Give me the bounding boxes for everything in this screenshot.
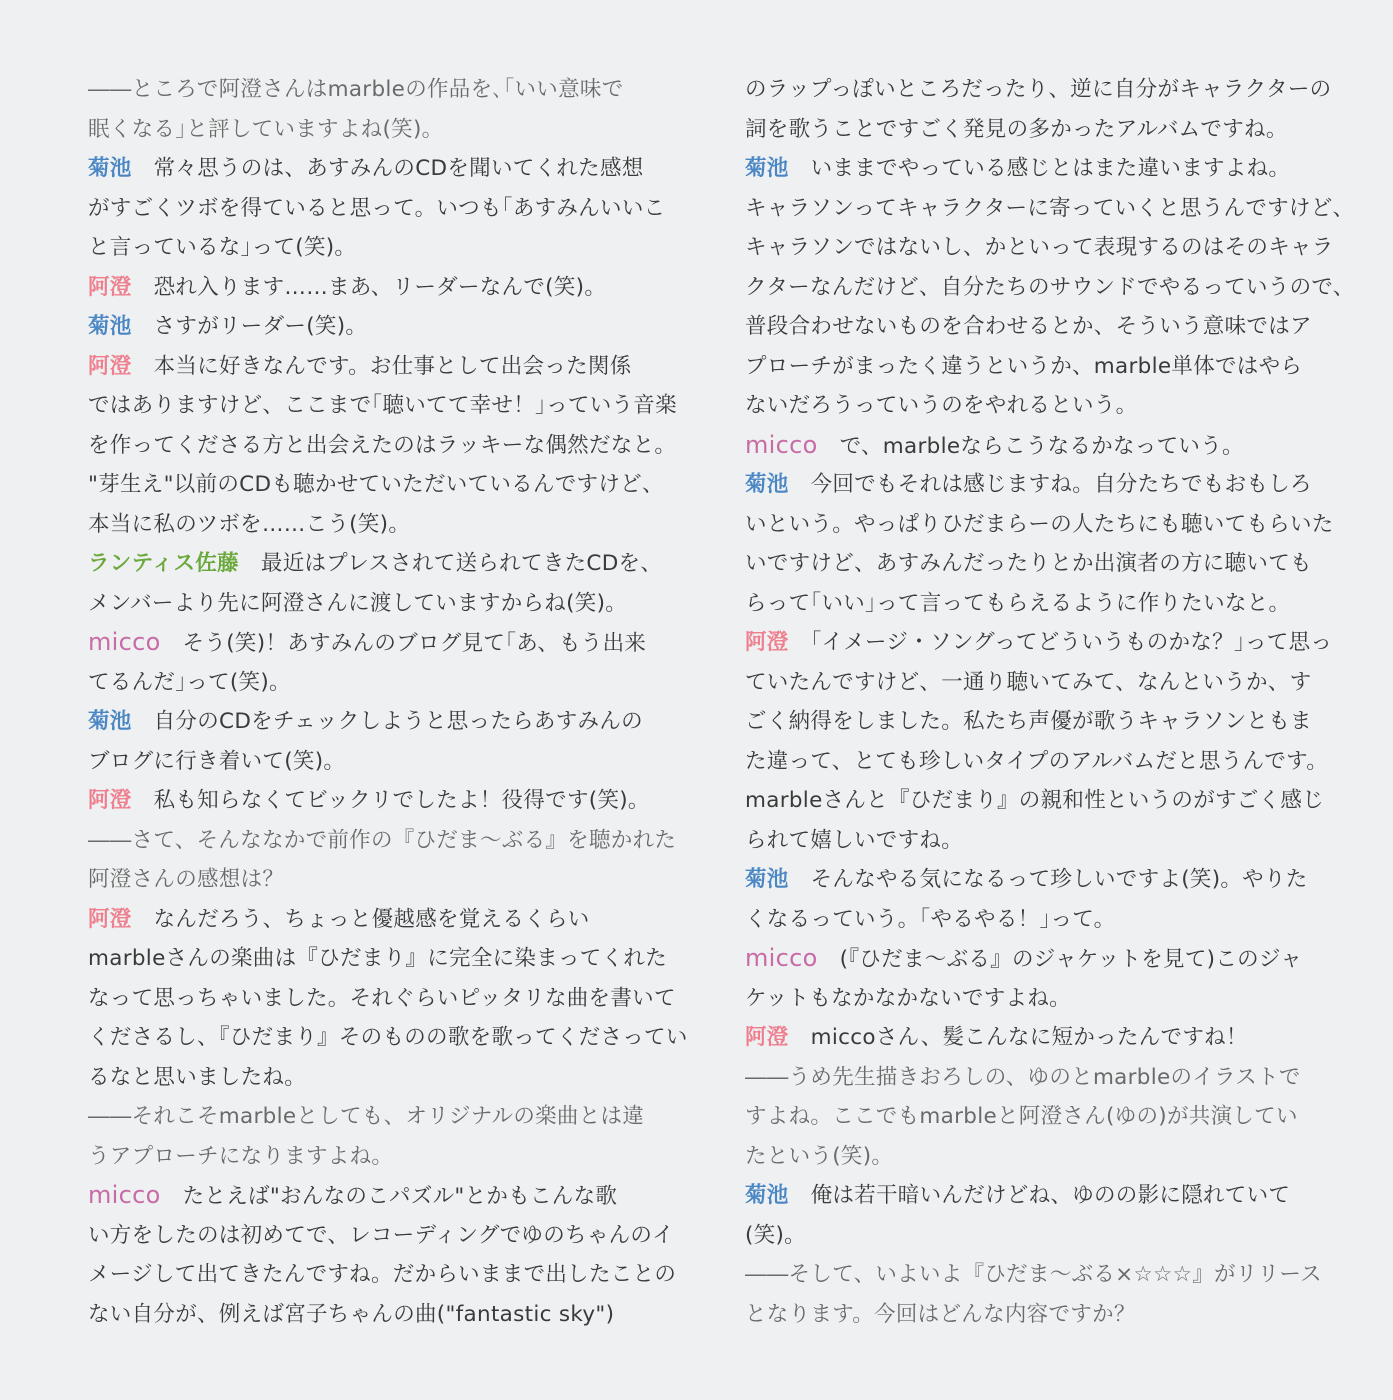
text-line <box>745 742 1345 782</box>
text-line <box>88 228 688 268</box>
speaker-name: micco <box>745 944 818 972</box>
line-text: "芽生え"以前のCDも聴かせていただいているんですけど、 <box>88 472 664 497</box>
text-line <box>88 189 688 229</box>
speaker-name: 菊池 <box>745 1183 789 1208</box>
speaker-line <box>745 860 1345 900</box>
line-text: くなるっていう。｢やるやる！｣って。 <box>745 906 1116 932</box>
speaker-line <box>88 347 688 387</box>
line-text: い方をしたのは初めてで、レコーディングでゆのちゃんのイ <box>88 1222 675 1248</box>
interviewer-line <box>745 1058 1345 1098</box>
speaker-name: 阿澄 <box>88 353 132 379</box>
text-line <box>88 663 688 703</box>
speaker-line <box>88 702 688 742</box>
text-line <box>88 979 688 1019</box>
text-line <box>88 1018 688 1058</box>
text-line <box>745 386 1345 426</box>
line-text: 私も知らなくてビックリでしたよ！役得です(笑)。 <box>153 788 650 813</box>
line-text: ――ところで阿澄さんはmarbleの作品を､｢いい意味で <box>88 77 624 102</box>
line-text: そう(笑)！あすみんのブログ見て｢あ、もう出来 <box>182 631 647 656</box>
speaker-line <box>88 1176 688 1216</box>
line-text: てるんだ｣って(笑)。 <box>88 669 291 695</box>
line-text: ない自分が、例えば宮子ちゃんの曲("fantastic sky") <box>88 1301 615 1327</box>
text-line <box>745 189 1355 229</box>
speaker-name: micco <box>745 430 818 459</box>
speaker-name: 菊池 <box>88 156 132 181</box>
interviewer-line <box>745 1255 1345 1295</box>
text-line <box>745 663 1345 703</box>
speaker-line <box>745 623 1345 663</box>
line-text: なって思っちゃいました。それぐらいピッタリな曲を書いて <box>88 985 676 1011</box>
line-text: miccoさん、髪こんなに短かったんですね！ <box>810 1025 1248 1050</box>
line-text: 自分のCDをチェックしようと思ったらあすみんの <box>153 709 643 734</box>
interviewer-line <box>88 70 688 110</box>
text-line <box>88 939 688 979</box>
text-line <box>88 465 688 505</box>
line-text: ていたんですけど、一通り聴いてみて、なんというか、す <box>745 669 1312 695</box>
line-text: ブログに行き着いて(笑)。 <box>88 748 346 774</box>
text-line <box>745 110 1345 150</box>
speaker-line <box>745 465 1345 505</box>
speaker-name: 菊池 <box>88 314 132 339</box>
line-text: marbleさんと『ひだまり』の親和性というのがすごく感じ <box>745 788 1325 813</box>
line-text: クターなんだけど、自分たちのサウンドでやるっていうので、 <box>745 274 1355 300</box>
speaker-name: 菊池 <box>745 867 789 892</box>
line-text: ｢イメージ・ソングってどういうものかな？｣って思っ <box>810 630 1333 655</box>
speaker-name: micco <box>88 628 161 656</box>
text-line <box>745 544 1345 584</box>
line-text: そんなやる気になるって珍しいですよ(笑)。やりた <box>810 867 1308 892</box>
speaker-name: ランティス佐藤 <box>88 551 239 576</box>
line-text: うアプローチになりますよね。 <box>88 1143 394 1169</box>
line-text: となります。今回はどんな内容ですか？ <box>745 1301 1136 1327</box>
line-text: くださるし、『ひだまり』そのものの歌を歌ってくださってい <box>88 1025 688 1050</box>
interviewer-line <box>88 821 688 861</box>
line-text: ケットもなかなかないですよね。 <box>745 985 1071 1011</box>
text-line <box>88 386 688 426</box>
text-line <box>88 584 688 624</box>
interviewer-line <box>88 1097 688 1137</box>
line-text: いですけど、あすみんだったりとか出演者の方に聴いても <box>745 551 1312 576</box>
line-text: 普段合わせないものを合わせるとか、そういう意味ではア <box>745 314 1312 339</box>
text-line <box>88 1216 688 1256</box>
text-line <box>745 505 1345 545</box>
text-line <box>88 742 688 782</box>
line-text: 眠くなる｣と評していますよね(笑)。 <box>88 116 444 142</box>
speaker-name: 阿澄 <box>88 788 132 813</box>
line-text: marbleさんの楽曲は『ひだまり』に完全に染まってくれた <box>88 946 668 971</box>
line-text: ないだろうっていうのをやれるという。 <box>745 393 1138 418</box>
line-text: ――さて、そんななかで前作の『ひだま～ぶる』を聴かれた <box>88 827 677 853</box>
line-text: 本当に好きなんです。お仕事として出会った関係 <box>153 353 632 379</box>
line-text: で、marbleならこうなるかなっていう。 <box>839 433 1244 459</box>
line-text: 本当に私のツボを……こう(笑)。 <box>88 511 411 537</box>
text-line <box>88 1295 688 1335</box>
right-column <box>745 70 1355 1334</box>
line-text: ――そして、いよいよ『ひだま～ぶる×☆☆☆』がリリース <box>745 1262 1322 1287</box>
speaker-name: 阿澄 <box>88 906 132 932</box>
line-text: ではありますけど、ここまで｢聴いてて幸せ！｣っていう音楽 <box>88 393 677 418</box>
text-line <box>745 702 1345 742</box>
line-text: られて嬉しいですね。 <box>745 827 964 853</box>
line-text: ――それこそmarbleとしても、オリジナルの楽曲とは違 <box>88 1104 645 1129</box>
line-text: メンバーより先に阿澄さんに渡していますからね(笑)。 <box>88 590 628 616</box>
interviewer-line <box>88 110 688 150</box>
line-text: キャラソンってキャラクターに寄っていくと思うんですけど、 <box>745 195 1355 221</box>
line-text: 俺は若干暗いんだけどね、ゆのの影に隠れていて <box>810 1183 1291 1208</box>
interviewer-line <box>88 860 688 900</box>
text-line <box>745 347 1345 387</box>
text-line <box>745 900 1345 940</box>
line-text: メージして出てきたんですね。だからいままで出したことの <box>88 1262 677 1287</box>
text-line <box>88 1255 688 1295</box>
interviewer-line <box>745 1295 1345 1335</box>
interviewer-line <box>745 1097 1345 1137</box>
line-text: (『ひだま～ぶる』のジャケットを見て)このジャ <box>839 947 1303 972</box>
speaker-line <box>745 1018 1345 1058</box>
line-text: いままでやっている感じとはまた違いますよね。 <box>810 156 1291 181</box>
line-text: がすごくツボを得ていると思って。いつも｢あすみんいいこ <box>88 195 666 221</box>
speaker-name: 菊池 <box>88 709 132 734</box>
text-line <box>88 1058 688 1098</box>
line-text: プローチがまったく違うというか、marble単体ではやら <box>745 353 1303 379</box>
interviewer-line <box>88 1137 688 1177</box>
text-line <box>745 584 1345 624</box>
text-line <box>745 228 1345 268</box>
speaker-name: micco <box>88 1181 161 1209</box>
line-text: 最近はプレスされて送られてきたCDを、 <box>260 551 663 576</box>
text-line <box>745 268 1355 308</box>
speaker-line <box>88 623 688 663</box>
interviewer-line <box>745 1137 1345 1177</box>
speaker-name: 阿澄 <box>745 1025 789 1050</box>
text-line <box>745 979 1345 1019</box>
line-text: いという。やっぱりひだまらーの人たちにも聴いてもらいた <box>745 511 1334 537</box>
speaker-line <box>745 939 1345 979</box>
speaker-line <box>88 544 688 584</box>
text-line <box>745 1216 1345 1256</box>
speaker-name: 阿澄 <box>745 630 789 655</box>
text-line <box>745 70 1345 110</box>
speaker-line <box>88 268 688 308</box>
line-text: を作ってくださる方と出会えたのはラッキーな偶然だなと。 <box>88 432 677 458</box>
line-text: さすがリーダー(笑)。 <box>153 314 368 339</box>
line-text: と言っているな｣って(笑)。 <box>88 235 357 260</box>
text-line <box>745 307 1345 347</box>
line-text: たという(笑)。 <box>745 1143 894 1169</box>
line-text: (笑)。 <box>745 1222 806 1248</box>
line-text: キャラソンではないし、かといって表現するのはそのキャラ <box>745 235 1334 260</box>
left-column <box>88 70 688 1334</box>
speaker-line <box>745 149 1345 189</box>
line-text: 阿澄さんの感想は？ <box>88 867 285 892</box>
line-text: るなと思いましたね。 <box>88 1064 307 1090</box>
line-text: た違って、とても珍しいタイプのアルバムだと思うんです。 <box>745 748 1329 774</box>
line-text: 常々思うのは、あすみんのCDを聞いてくれた感想 <box>153 156 644 181</box>
text-line <box>88 505 688 545</box>
speaker-name: 阿澄 <box>88 274 132 300</box>
line-text: のラップっぽいところだったり、逆に自分がキャラクターの <box>745 77 1332 102</box>
speaker-name: 菊池 <box>745 472 789 497</box>
line-text: なんだろう、ちょっと優越感を覚えるくらい <box>153 906 590 932</box>
line-text: 恐れ入ります……まあ、リーダーなんで(笑)。 <box>153 274 607 300</box>
line-text: すよね。ここでもmarbleと阿澄さん(ゆの)が共演してい <box>745 1104 1298 1129</box>
line-text: ごく納得をしました。私たち声優が歌うキャラソンともま <box>745 709 1312 734</box>
speaker-line <box>88 900 688 940</box>
line-text: 詞を歌うことですごく発見の多かったアルバムですね。 <box>745 116 1288 142</box>
speaker-line <box>88 307 688 347</box>
speaker-name: 菊池 <box>745 156 789 181</box>
line-text: ――うめ先生描きおろしの、ゆのとmarbleのイラストで <box>745 1064 1301 1090</box>
text-line <box>745 821 1345 861</box>
speaker-line <box>88 781 688 821</box>
speaker-line <box>88 149 688 189</box>
line-text: たとえば"おんなのこパズル"とかもこんな歌 <box>182 1184 618 1209</box>
speaker-line <box>745 1176 1345 1216</box>
text-line <box>745 781 1345 821</box>
line-text: 今回でもそれは感じますね。自分たちでもおもしろ <box>810 472 1312 497</box>
speaker-line <box>745 426 1345 466</box>
text-line <box>88 426 688 466</box>
line-text: らって｢いい｣って言ってもらえるように作りたいなと。 <box>745 590 1291 616</box>
